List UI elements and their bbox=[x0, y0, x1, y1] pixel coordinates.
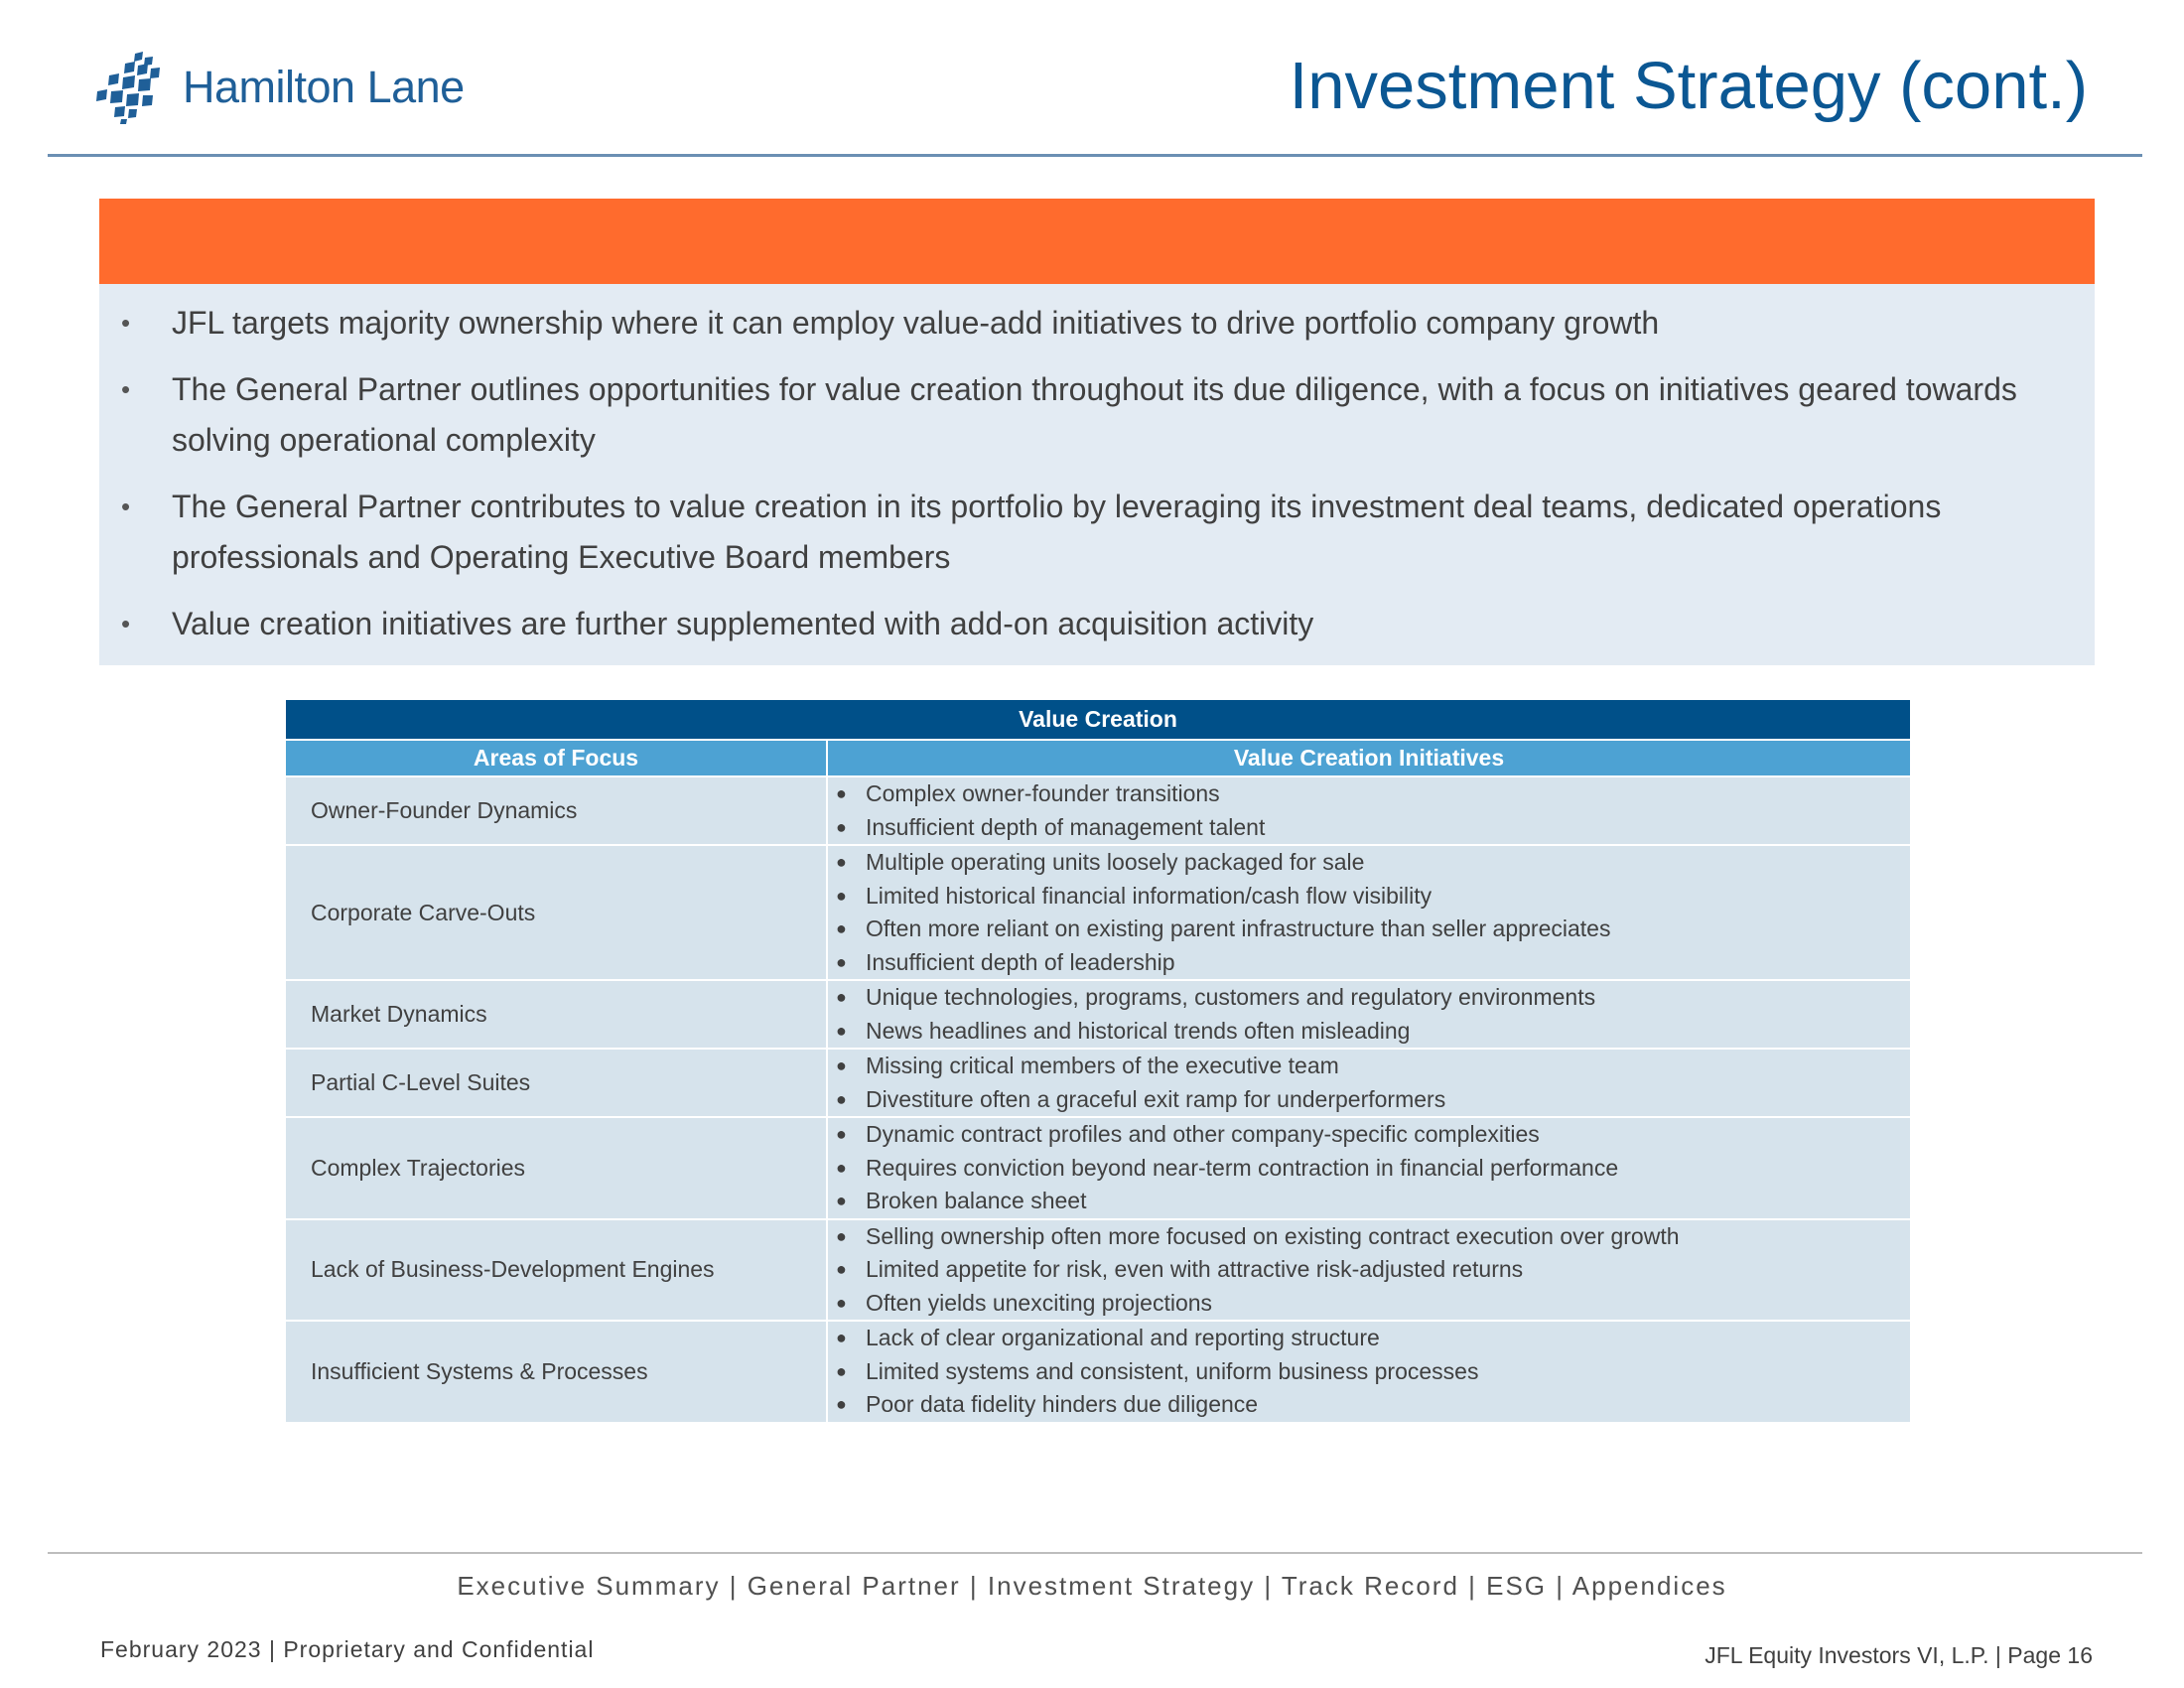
summary-bullet bbox=[99, 599, 2035, 649]
initiatives-cell bbox=[827, 845, 1910, 980]
summary-bullet-text: Value creation initiatives are further supplemented with add-on acquisition activity bbox=[172, 606, 1314, 641]
bullet-dot-icon: • bbox=[121, 609, 131, 638]
initiative-text: Limited systems and consistent, uniform business processes bbox=[866, 1357, 1479, 1384]
initiative-text: Requires conviction beyond near-term contraction in financial performance bbox=[866, 1154, 1619, 1181]
initiative-text: Insufficient depth of management talent bbox=[866, 813, 1266, 840]
initiative-item bbox=[836, 1015, 1910, 1049]
initiative-text: Divestiture often a graceful exit ramp for underperformers bbox=[866, 1085, 1446, 1112]
initiative-item bbox=[836, 1388, 1910, 1422]
initiatives-cell bbox=[827, 1117, 1910, 1219]
bullet-dot-icon: ● bbox=[836, 987, 847, 1007]
footer-date-confidential: February 2023 | Proprietary and Confidential bbox=[100, 1636, 595, 1662]
initiatives-cell bbox=[827, 1219, 1910, 1322]
initiatives-cell bbox=[827, 1321, 1910, 1422]
area-cell: Owner-Founder Dynamics bbox=[286, 776, 827, 845]
summary-bullet-box bbox=[99, 284, 2095, 665]
initiative-item bbox=[836, 1185, 1910, 1218]
initiative-item bbox=[836, 880, 1910, 914]
bullet-dot-icon: ● bbox=[836, 951, 847, 972]
initiatives-cell bbox=[827, 776, 1910, 845]
bullet-dot-icon: ● bbox=[836, 1225, 847, 1246]
bullet-dot-icon: ● bbox=[836, 1124, 847, 1144]
initiative-text: Insufficient depth of leadership bbox=[866, 948, 1175, 975]
bullet-dot-icon: ● bbox=[836, 1020, 847, 1041]
initiative-item bbox=[836, 1287, 1910, 1321]
table-row bbox=[286, 776, 1910, 845]
summary-bullet bbox=[99, 482, 2035, 583]
summary-bullet-list bbox=[99, 298, 2035, 649]
table-row bbox=[286, 1049, 1910, 1117]
bullet-dot-icon: ● bbox=[836, 816, 847, 837]
table-body bbox=[286, 776, 1910, 1422]
area-cell: Partial C-Level Suites bbox=[286, 1049, 827, 1117]
column-header-initiatives: Value Creation Initiatives bbox=[827, 740, 1910, 776]
table-row bbox=[286, 845, 1910, 980]
section-banner bbox=[99, 199, 2095, 284]
initiative-item bbox=[836, 846, 1910, 880]
bullet-dot-icon: ● bbox=[836, 783, 847, 803]
bullet-dot-icon: ● bbox=[836, 885, 847, 906]
area-cell: Insufficient Systems & Processes bbox=[286, 1321, 827, 1422]
bullet-dot-icon: ● bbox=[836, 918, 847, 938]
column-header-areas: Areas of Focus bbox=[286, 740, 827, 776]
summary-bullet bbox=[99, 298, 2035, 349]
initiative-item bbox=[836, 1355, 1910, 1389]
bullet-dot-icon: ● bbox=[836, 1055, 847, 1075]
table-title: Value Creation bbox=[286, 700, 1910, 740]
bullet-dot-icon: ● bbox=[836, 1292, 847, 1313]
bullet-dot-icon: ● bbox=[836, 1259, 847, 1279]
bullet-dot-icon: ● bbox=[836, 1360, 847, 1381]
summary-bullet-text: JFL targets majority ownership where it can employ value-add initiatives to drive portfolio company growth bbox=[172, 305, 1660, 341]
initiatives-cell bbox=[827, 1049, 1910, 1117]
table-row bbox=[286, 1117, 1910, 1219]
initiative-item bbox=[836, 981, 1910, 1015]
bullet-dot-icon: ● bbox=[836, 1191, 847, 1210]
bullet-dot-icon: • bbox=[121, 374, 131, 404]
initiative-text: Often more reliant on existing parent infrastructure than seller appreciates bbox=[866, 915, 1611, 941]
header-divider bbox=[48, 154, 2142, 157]
area-cell: Complex Trajectories bbox=[286, 1117, 827, 1219]
area-cell: Lack of Business-Development Engines bbox=[286, 1219, 827, 1322]
footer-page-number: JFL Equity Investors VI, L.P. | Page 16 bbox=[1705, 1642, 2093, 1668]
bullet-dot-icon: • bbox=[121, 308, 131, 338]
value-creation-table bbox=[286, 700, 1910, 1422]
initiative-text: Multiple operating units loosely packaged for sale bbox=[866, 849, 1365, 875]
initiative-text: Limited historical financial information/cash flow visibility bbox=[866, 882, 1433, 909]
initiative-text: Unique technologies, programs, customers and regulatory environments bbox=[866, 984, 1596, 1010]
initiative-item bbox=[836, 1152, 1910, 1186]
initiative-item bbox=[836, 1118, 1910, 1152]
summary-bullet-text: The General Partner outlines opportunities for value creation throughout its due diligence, with a focus on initiatives geared towards solving operational complexity bbox=[172, 371, 2017, 458]
footer-divider bbox=[48, 1552, 2142, 1554]
initiative-text: Complex owner-founder transitions bbox=[866, 780, 1220, 806]
initiative-text: Often yields unexciting projections bbox=[866, 1289, 1213, 1316]
initiative-text: Limited appetite for risk, even with attractive risk-adjusted returns bbox=[866, 1256, 1524, 1282]
initiative-item bbox=[836, 811, 1910, 845]
initiative-text: Lack of clear organizational and reporting structure bbox=[866, 1325, 1380, 1350]
hamilton-lane-logo bbox=[95, 48, 465, 127]
initiative-item bbox=[836, 1253, 1910, 1287]
table-row bbox=[286, 980, 1910, 1049]
area-cell: Corporate Carve-Outs bbox=[286, 845, 827, 980]
bullet-dot-icon: ● bbox=[836, 1394, 847, 1414]
initiative-item bbox=[836, 1083, 1910, 1117]
footer-section-nav: Executive Summary | General Partner | Investment Strategy | Track Record | ESG | Appendices bbox=[457, 1571, 1727, 1601]
initiative-text: News headlines and historical trends often misleading bbox=[866, 1017, 1411, 1044]
initiative-text: Selling ownership often more focused on existing contract execution over growth bbox=[866, 1222, 1680, 1249]
initiative-item bbox=[836, 1220, 1910, 1254]
page-title: Investment Strategy (cont.) bbox=[1289, 49, 2088, 123]
bullet-dot-icon: ● bbox=[836, 1088, 847, 1109]
initiative-text: Missing critical members of the executive team bbox=[866, 1053, 1339, 1078]
table-row bbox=[286, 1321, 1910, 1422]
table-row bbox=[286, 1219, 1910, 1322]
bullet-dot-icon: ● bbox=[836, 852, 847, 872]
initiative-item bbox=[836, 946, 1910, 980]
logo-text: Hamilton Lane bbox=[183, 62, 465, 112]
initiative-text: Broken balance sheet bbox=[866, 1188, 1087, 1213]
bullet-dot-icon: ● bbox=[836, 1328, 847, 1347]
summary-bullet-text: The General Partner contributes to value creation in its portfolio by leveraging its investment deal teams, dedicated operations professionals and Operating Executive Board members bbox=[172, 489, 1942, 575]
area-cell: Market Dynamics bbox=[286, 980, 827, 1049]
initiative-item bbox=[836, 913, 1910, 946]
bullet-dot-icon: • bbox=[121, 492, 131, 521]
initiative-text: Dynamic contract profiles and other company-specific complexities bbox=[866, 1121, 1540, 1147]
initiatives-cell bbox=[827, 980, 1910, 1049]
summary-bullet bbox=[99, 364, 2035, 466]
initiative-text: Poor data fidelity hinders due diligence bbox=[866, 1391, 1259, 1417]
hamilton-lane-logo-icon bbox=[95, 50, 169, 125]
initiative-item bbox=[836, 1322, 1910, 1355]
bullet-dot-icon: ● bbox=[836, 1157, 847, 1178]
initiative-item bbox=[836, 1050, 1910, 1083]
initiative-item bbox=[836, 777, 1910, 811]
